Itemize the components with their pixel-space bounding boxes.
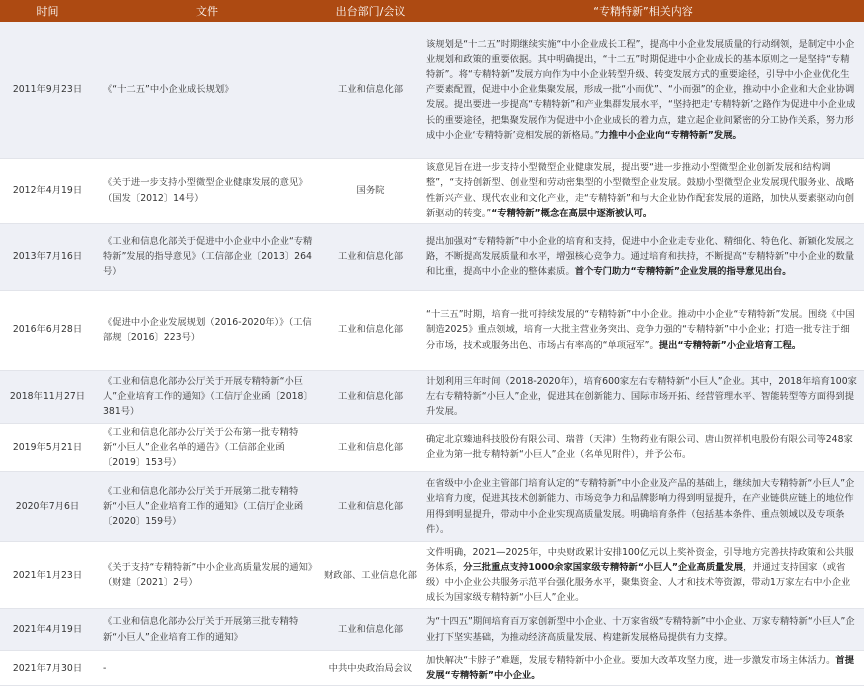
- header-doc: 文件: [95, 0, 319, 22]
- cell-doc: 《工业和信息化部办公厅关于开展专精特新“小巨人”企业培育工作的通知》（工信厅企业函〔2018〕381号）: [95, 370, 319, 423]
- cell-time: 2011年9月23日: [0, 22, 95, 158]
- content-bold-text: 分三批重点支持1000余家国家级专精特新“小巨人”企业高质量发展: [463, 561, 744, 573]
- table-row: [0, 542, 864, 609]
- cell-dept: 工业和信息化部: [319, 290, 422, 370]
- table-row: [0, 472, 864, 542]
- header-dept: 出台部门/会议: [319, 0, 422, 22]
- cell-dept: 工业和信息化部: [319, 472, 422, 542]
- cell-doc: 《工业和信息化部办公厅关于开展第三批专精特新“小巨人”企业培育工作的通知》: [95, 609, 319, 651]
- content-bold-text: 首个专门助力“专精特新”企业发展的指导意见出台。: [574, 266, 792, 278]
- cell-dept: 工业和信息化部: [319, 423, 422, 472]
- table-row: [0, 22, 864, 158]
- cell-dept: 国务院: [319, 158, 422, 223]
- table-row: [0, 158, 864, 223]
- cell-doc: 《工业和信息化部关于促进中小企业中小企业“专精特新”发展的指导意见》（工信部企业〔2013〕264号）: [95, 223, 319, 290]
- table-row: [0, 423, 864, 472]
- content-text: 确定北京臻迪科技股份有限公司、瑞普（天津）生物药业有限公司、唐山贺祥机电股份有限公司等248家企业为第一批专精特新“小巨人”企业（名单见附件），并予公布。: [426, 434, 853, 461]
- content-text: “十三五”时期，培育一批可持续发展的“专精特新”中小企业。推动中小企业“专精特新”发展。围绕《中国制造2025》重点领域，培育一大批主营业务突出、竞争力强的“专精特新”中小企业；打造一批专注于细分市场，技术或服务出色、市场占有率高的“单项冠军”。: [426, 309, 855, 351]
- cell-content: [422, 472, 864, 542]
- cell-content: [422, 423, 864, 472]
- table-row: [0, 651, 864, 686]
- content-text: 该规划是“十二五”时期继续实施“中小企业成长工程”，提高中小企业发展质量的行动纲领，是制定中小企业规划和政策的重要依据。其中明确提出，“十二五”时期促进中小企业成长的基本原则之一是坚持“专精特新”。将“专精特新”发展方向作为中小企业转型升级、转变发展方式的重要途径，引导中小企业优化生产要素配置，促进中小企业集聚发展，形成一批“小而优”、“小而强”的企业，推动中小企业和大企业协调发展。提出要进一步提高“专精特新”和产业集群发展水平，“坚持把走‘专精特新’之路作为促进中小企业成长的重要途径，把集聚发展作为促进中小企业成长的着力点，建立起企业间紧密的分工协作关系，努力形成中小企业‘专精特新’竞相发展的新格局。”: [426, 38, 856, 141]
- content-pre-text: 文件明确，2021—2025年，中央财政累计安排100亿元以上奖补资金，引导地方完善扶持政策和公共服务体系，: [426, 546, 854, 573]
- content-text: 加快解决“卡脖子”难题，发展专精特新中小企业。要加大改革攻坚力度，进一步激发市场主体活力。: [426, 654, 836, 666]
- cell-time: 2016年6月28日: [0, 290, 95, 370]
- cell-content: [422, 651, 864, 686]
- cell-time: 2021年7月30日: [0, 651, 95, 686]
- cell-time: 2020年7月6日: [0, 472, 95, 542]
- cell-content: [422, 22, 864, 158]
- cell-time: 2021年4月19日: [0, 609, 95, 651]
- content-bold-text: 提出“专精特新”小企业培育工程。: [658, 339, 802, 351]
- cell-time: 2013年7月16日: [0, 223, 95, 290]
- cell-doc: 《工业和信息化部办公厅关于公布第一批专精特新“小巨人”企业名单的通告》（工信部企业函〔2019〕153号）: [95, 423, 319, 472]
- cell-doc: 《关于支持“专精特新”中小企业高质量发展的通知》（财建〔2021〕2号）: [95, 542, 319, 609]
- cell-dept: 工业和信息化部: [319, 223, 422, 290]
- content-text: 该意见旨在进一步支持小型微型企业健康发展，提出要“进一步推动小型微型企业创新发展和结构调整”，“支持创新型、创业型和劳动密集型的小型微型企业发展。鼓励小型微型企业发展现代服务业、战略性新兴产业、现代农业和文化产业，走“专精特新”和与大企业协作配套发展的道路，加快从要素驱动向创新驱动的转变。”: [426, 162, 854, 219]
- cell-time: 2019年5月21日: [0, 423, 95, 472]
- header-time: 时间: [0, 0, 95, 22]
- cell-doc: 《“十二五”中小企业成长规划》: [95, 22, 319, 158]
- cell-content: [422, 158, 864, 223]
- content-bold-text: 首提发展“专精特新”中小企业。: [426, 654, 855, 682]
- content-text: 为“十四五”期间培育百万家创新型中小企业、十万家省级“专精特新”中小企业、万家专精特新“小巨人”企业打下坚实基础，为推动经济高质量发展、构建新发展格局提供有力支撑。: [426, 616, 855, 643]
- header-content: “专精特新”相关内容: [422, 0, 864, 22]
- table-header-row: [0, 0, 864, 22]
- cell-content: [422, 609, 864, 651]
- content-text: 在省级中小企业主管部门培育认定的“专精特新”中小企业及产品的基础上，继续加大专精特新“小巨人”企业培育力度，促进其技术创新能力、市场竞争力和品牌影响力得到明显提升，在产业链供应链上的地位作用得到明显提升，带动中小企业实现高质量发展。明确培育条件（包括基本条件、重点领域以及专项条件）。: [426, 478, 855, 535]
- cell-doc: -: [95, 651, 319, 686]
- table-row: [0, 370, 864, 423]
- cell-dept: 财政部、工业信息化部: [319, 542, 422, 609]
- table-row: [0, 290, 864, 370]
- content-text: 提出加强对“专精特新”中小企业的培育和支持，促进中小企业走专业化、精细化、特色化、新颖化发展之路，不断提高发展质量和水平，增强核心竞争力。通过培育和扶持，不断提高“专精特新”中小企业的数量和比重，提高中小企业的整体素质。: [426, 235, 854, 278]
- cell-doc: 《促进中小企业发展规划（2016-2020年）》（工信部规〔2016〕223号）: [95, 290, 319, 370]
- cell-dept: 工业和信息化部: [319, 609, 422, 651]
- content-bold-text: “专精特新”概念在高层中逐渐被认可。: [491, 207, 653, 219]
- cell-doc: 《工业和信息化部办公厅关于开展第二批专精特新“小巨人”企业培育工作的通知》（工信厅企业函〔2020〕159号）: [95, 472, 319, 542]
- content-text: ，并通过支持国家（或省级）中小企业公共服务示范平台强化服务水平，聚集资金、人才和技术等资源，带动1万家左右中小企业成长为国家级专精特新“小巨人”企业。: [426, 561, 851, 604]
- content-bold-text: 力推中小企业向“专精特新”发展。: [599, 129, 742, 141]
- cell-doc: 《关于进一步支持小型微型企业健康发展的意见》（国发〔2012〕14号）: [95, 158, 319, 223]
- cell-dept: 工业和信息化部: [319, 370, 422, 423]
- cell-time: 2021年1月23日: [0, 542, 95, 609]
- cell-content: [422, 542, 864, 609]
- cell-time: 2018年11月27日: [0, 370, 95, 423]
- cell-dept: 中共中央政治局会议: [319, 651, 422, 686]
- table-row: [0, 223, 864, 290]
- table-row: [0, 609, 864, 651]
- cell-content: [422, 223, 864, 290]
- cell-content: [422, 370, 864, 423]
- cell-dept: 工业和信息化部: [319, 22, 422, 158]
- cell-time: 2012年4月19日: [0, 158, 95, 223]
- cell-content: [422, 290, 864, 370]
- content-text: 计划利用三年时间（2018-2020年），培育600家左右专精特新“小巨人”企业。其中，2018年培育100家左右专精特新“小巨人”企业，促进其在创新能力、国际市场开拓、经营管理水平、智能转型等方面得到提升发展。: [426, 375, 857, 418]
